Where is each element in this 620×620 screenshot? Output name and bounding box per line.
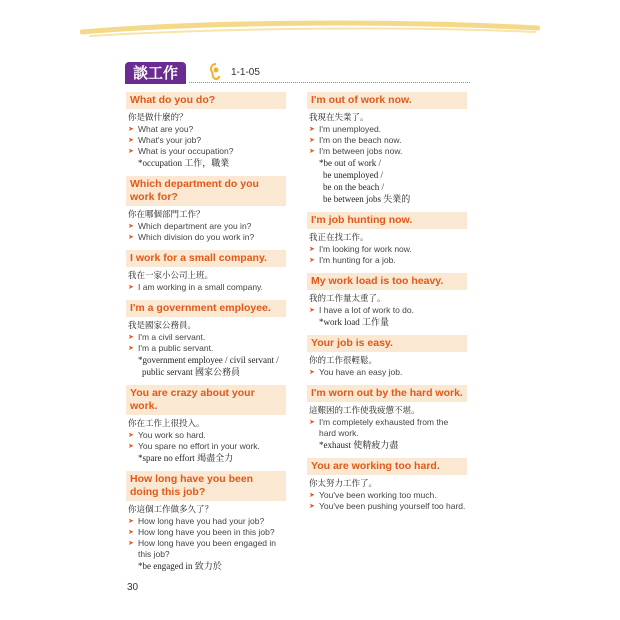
header-divider (189, 82, 470, 83)
arrow-icon: ➤ (309, 492, 315, 499)
phrase-section (307, 385, 467, 451)
vocab-note: *spare no effort 竭盡全力 (138, 453, 234, 463)
phrase-heading: I'm a government employee. (126, 300, 286, 317)
alternative-text: You've been pushing yourself too hard. (319, 501, 466, 511)
vocab-note: be between jobs 失業的 (323, 194, 411, 204)
arrow-icon: ➤ (309, 257, 315, 264)
arrow-icon: ➤ (309, 503, 315, 510)
alternative-text: I'm a public servant. (138, 343, 214, 353)
vocab-note: *be engaged in 致力於 (138, 561, 222, 571)
arrow-icon: ➤ (128, 540, 134, 547)
phrase-heading: Your job is easy. (307, 335, 467, 352)
arrow-icon: ➤ (309, 126, 315, 133)
alternative-text: How long have you been in this job? (138, 527, 275, 537)
alternative-text: You've been working too much. (319, 490, 437, 500)
alternative-phrase (309, 146, 467, 157)
phrase-heading: I'm job hunting now. (307, 212, 467, 229)
alternative-phrase (128, 516, 286, 527)
chinese-translation: 你的工作很輕鬆。 (309, 356, 378, 366)
alternative-text: I am working in a small company. (138, 282, 264, 292)
arrow-icon: ➤ (128, 126, 134, 133)
alternative-phrase (309, 244, 467, 255)
chinese-translation: 你這個工作做多久了？ (128, 505, 214, 515)
alternative-phrase (309, 367, 467, 378)
alternative-text: I'm hunting for a job. (319, 255, 396, 265)
chinese-translation: 你是做什麼的？ (128, 113, 188, 123)
phrase-section (307, 212, 467, 266)
arrow-icon: ➤ (128, 234, 134, 241)
arrow-icon: ➤ (309, 137, 315, 144)
alternative-text: I'm completely exhausted from the hard work. (319, 417, 449, 438)
arrow-icon: ➤ (128, 432, 134, 439)
page-number: 30 (127, 582, 139, 593)
arrow-icon: ➤ (128, 334, 134, 341)
audio-ear-icon (207, 62, 225, 82)
chinese-translation: 你在哪個部門工作？ (128, 210, 205, 220)
alternative-text: What's your job? (138, 135, 202, 145)
arrow-icon: ➤ (128, 223, 134, 230)
section-title: 談工作 (125, 62, 186, 84)
alternative-phrase (309, 135, 467, 146)
alternative-phrase (128, 527, 286, 538)
vocab-note: *occupation 工作，職業 (138, 158, 230, 168)
alternative-text: I'm unemployed. (319, 124, 382, 134)
right-column (307, 92, 467, 519)
phrase-heading: I'm out of work now. (307, 92, 467, 109)
alternative-text: You work so hard. (138, 430, 206, 440)
alternative-phrase (128, 124, 286, 135)
phrase-heading: You are working too hard. (307, 458, 467, 475)
arrow-icon: ➤ (309, 148, 315, 155)
phrase-section (307, 335, 467, 378)
alternative-text: You spare no effort in your work. (138, 441, 260, 451)
arrow-icon: ➤ (309, 246, 315, 253)
left-column (126, 92, 286, 579)
alternative-phrase (128, 332, 286, 343)
chinese-translation: 我正在找工作。 (309, 233, 369, 243)
phrase-section (126, 92, 286, 169)
alternative-text: I have a lot of work to do. (319, 305, 414, 315)
arrow-icon: ➤ (128, 443, 134, 450)
phrase-heading: You are crazy about your work. (126, 385, 286, 415)
alternative-text: I'm looking for work now. (319, 244, 412, 254)
vocab-note: public servant 國家公務員 (142, 367, 240, 377)
alternative-phrase (128, 135, 286, 146)
chinese-translation: 你太努力工作了。 (309, 479, 378, 489)
alternative-text: What are you? (138, 124, 194, 134)
alternative-phrase (128, 538, 286, 560)
arrow-icon: ➤ (128, 284, 134, 291)
vocab-note: be unemployed / (323, 170, 383, 180)
alternative-phrase (128, 282, 286, 293)
phrase-heading: How long have you been doing this job? (126, 471, 286, 501)
phrase-section (126, 471, 286, 572)
chinese-translation: 我在一家小公司上班。 (128, 271, 214, 281)
alternative-text: I'm between jobs now. (319, 146, 403, 156)
alternative-text: What is your occupation? (138, 146, 234, 156)
phrase-section (126, 176, 286, 243)
phrase-heading: What do you do? (126, 92, 286, 109)
alternative-text: Which department are you in? (138, 221, 252, 231)
chinese-translation: 我的工作量太重了。 (309, 294, 386, 304)
phrase-section (126, 385, 286, 464)
vocab-note: *work load 工作量 (319, 317, 389, 327)
track-number: 1-1-05 (231, 67, 260, 78)
alternative-phrase (309, 255, 467, 266)
decorative-brush-stroke (80, 18, 540, 40)
arrow-icon: ➤ (309, 369, 315, 376)
phrase-section (126, 300, 286, 378)
alternative-phrase (309, 417, 467, 439)
arrow-icon: ➤ (128, 529, 134, 536)
vocab-note: *be out of work / (319, 158, 381, 168)
alternative-phrase (309, 305, 467, 316)
arrow-icon: ➤ (128, 518, 134, 525)
chinese-translation: 這艱困的工作使我疲憊不堪。 (309, 406, 420, 416)
alternative-text: Which division do you work in? (138, 232, 255, 242)
phrase-heading: I work for a small company. (126, 250, 286, 267)
arrow-icon: ➤ (128, 137, 134, 144)
alternative-text: I'm a civil servant. (138, 332, 206, 342)
alternative-text: I'm on the beach now. (319, 135, 402, 145)
alternative-phrase (128, 146, 286, 157)
alternative-text: How long have you had your job? (138, 516, 265, 526)
alternative-text: You have an easy job. (319, 367, 403, 377)
alternative-phrase (128, 221, 286, 232)
alternative-phrase (309, 124, 467, 135)
alternative-phrase (309, 490, 467, 501)
section-header (125, 62, 470, 84)
alternative-phrase (128, 232, 286, 243)
phrase-heading: Which department do you work for? (126, 176, 286, 206)
alternative-phrase (309, 501, 467, 512)
arrow-icon: ➤ (128, 148, 134, 155)
vocab-note: be on the beach / (323, 182, 384, 192)
arrow-icon: ➤ (128, 345, 134, 352)
phrase-heading: My work load is too heavy. (307, 273, 467, 290)
alternative-phrase (128, 343, 286, 354)
alternative-phrase (128, 430, 286, 441)
phrase-section (307, 273, 467, 328)
chinese-translation: 我是國家公務員。 (128, 321, 197, 331)
phrase-section (307, 92, 467, 205)
chinese-translation: 你在工作上很投入。 (128, 419, 205, 429)
phrase-section (126, 250, 286, 293)
arrow-icon: ➤ (309, 419, 315, 426)
alternative-text: How long have you been engaged in this job? (138, 538, 276, 559)
alternative-phrase (128, 441, 286, 452)
vocab-note: *exhaust 使精疲力盡 (319, 440, 399, 450)
chinese-translation: 我現在失業了。 (309, 113, 369, 123)
phrase-section (307, 458, 467, 512)
arrow-icon: ➤ (309, 307, 315, 314)
phrase-heading: I'm worn out by the hard work. (307, 385, 467, 402)
vocab-note: *government employee / civil servant / (138, 355, 279, 365)
